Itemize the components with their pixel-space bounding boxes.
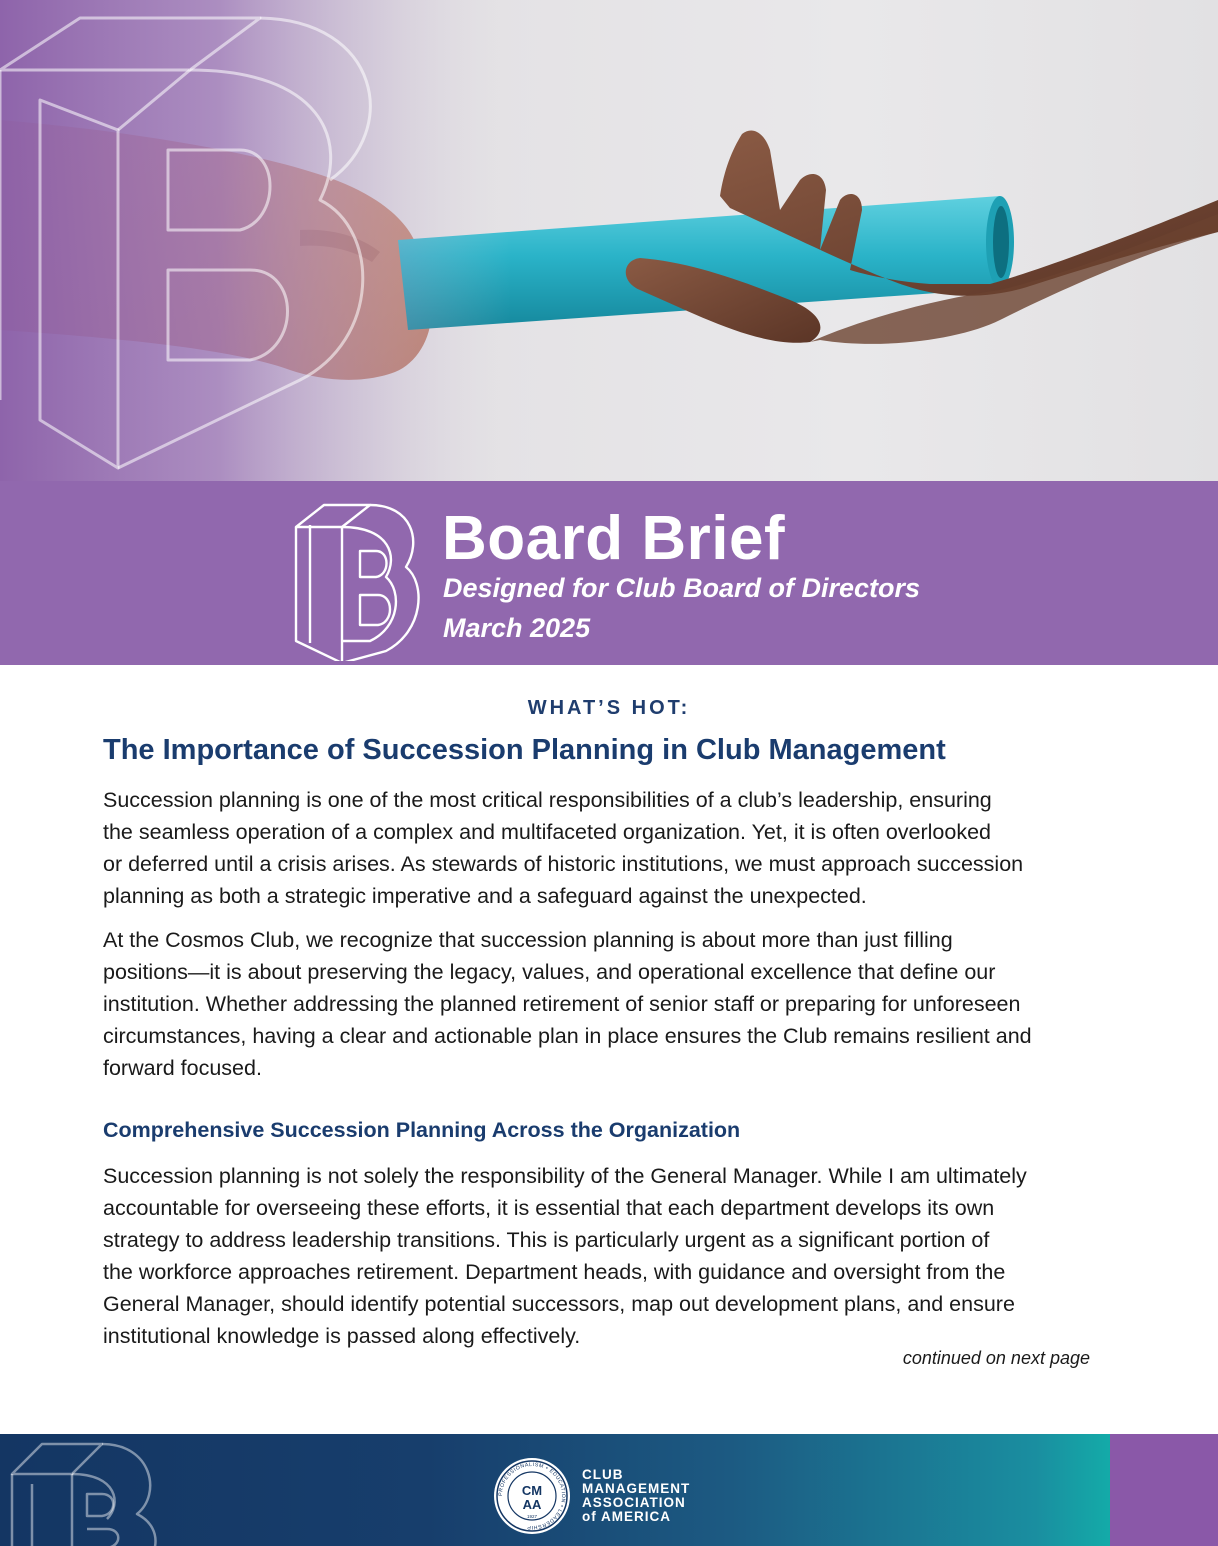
baton-handoff-illustration	[0, 0, 1218, 481]
article-headline: The Importance of Succession Planning in Club Management	[103, 734, 946, 766]
seal-letters-bottom: AA	[522, 1497, 542, 1512]
text-line: circumstances, having a clear and actionable plan in place ensures the Club remains resilient and	[103, 1024, 1032, 1048]
hero-image	[0, 0, 1218, 481]
text-line: institution. Whether addressing the planned retirement of senior staff or preparing for unforeseen	[103, 992, 1021, 1016]
association-line: ASSOCIATION	[582, 1495, 686, 1510]
text-line: General Manager, should identify potential successors, map out development plans, and ensure	[103, 1292, 1015, 1316]
text-line: or deferred until a crisis arises. As stewards of historic institutions, we must approach succession	[103, 852, 1024, 876]
text-line: positions—it is about preserving the legacy, values, and operational excellence that define our	[103, 960, 996, 984]
section-kicker: WHAT’S HOT:	[527, 697, 691, 719]
footer-band	[0, 1434, 1218, 1546]
text-line: planning as both a strategic imperative and a safeguard against the unexpected.	[103, 884, 867, 908]
paragraph-intro	[103, 784, 1103, 912]
text-line: At the Cosmos Club, we recognize that succession planning is about more than just filling	[103, 928, 953, 952]
text-line: strategy to address leadership transitions. This is particularly urgent as a significant portion of	[103, 1228, 990, 1252]
text-line: the workforce approaches retirement. Department heads, with guidance and oversight from the	[103, 1260, 1006, 1284]
association-line: MANAGEMENT	[582, 1481, 691, 1496]
seal-year: 1927	[526, 1514, 538, 1519]
masthead-banner	[0, 481, 1218, 665]
seal-ring-text: PROFESSIONALISM • EDUCATION • LEADERSHIP	[497, 1461, 567, 1531]
association-line: of AMERICA	[582, 1509, 671, 1524]
publication-title: Board Brief	[442, 504, 786, 573]
association-name	[582, 1468, 690, 1524]
paragraph-cosmos-club	[103, 924, 1103, 1084]
footer-accent-block	[1110, 1434, 1218, 1546]
paragraph-organization	[103, 1160, 1103, 1352]
association-line: CLUB	[582, 1467, 624, 1482]
text-line: Succession planning is one of the most critical responsibilities of a club’s leadership, ensuring	[103, 788, 992, 812]
publication-date: March 2025	[443, 613, 591, 643]
text-line: Succession planning is not solely the responsibility of the General Manager. While I am ultimately	[103, 1164, 1027, 1188]
publication-subtitle: Designed for Club Board of Directors	[443, 573, 921, 603]
text-line: the seamless operation of a complex and multifaceted organization. Yet, it is often overlooked	[103, 820, 992, 844]
text-line: forward focused.	[103, 1056, 262, 1080]
text-line: accountable for overseeing these efforts, it is essential that each department develops its own	[103, 1196, 995, 1220]
section-subheading: Comprehensive Succession Planning Across the Organization	[103, 1118, 741, 1142]
cmaa-seal-logo	[492, 1456, 572, 1536]
continued-note: continued on next page	[902, 1348, 1090, 1368]
text-line: institutional knowledge is passed along effectively.	[103, 1324, 581, 1348]
seal-letters-top: CM	[521, 1483, 543, 1498]
board-brief-b-logo	[290, 491, 430, 661]
footer-b-watermark-icon	[0, 1434, 182, 1546]
